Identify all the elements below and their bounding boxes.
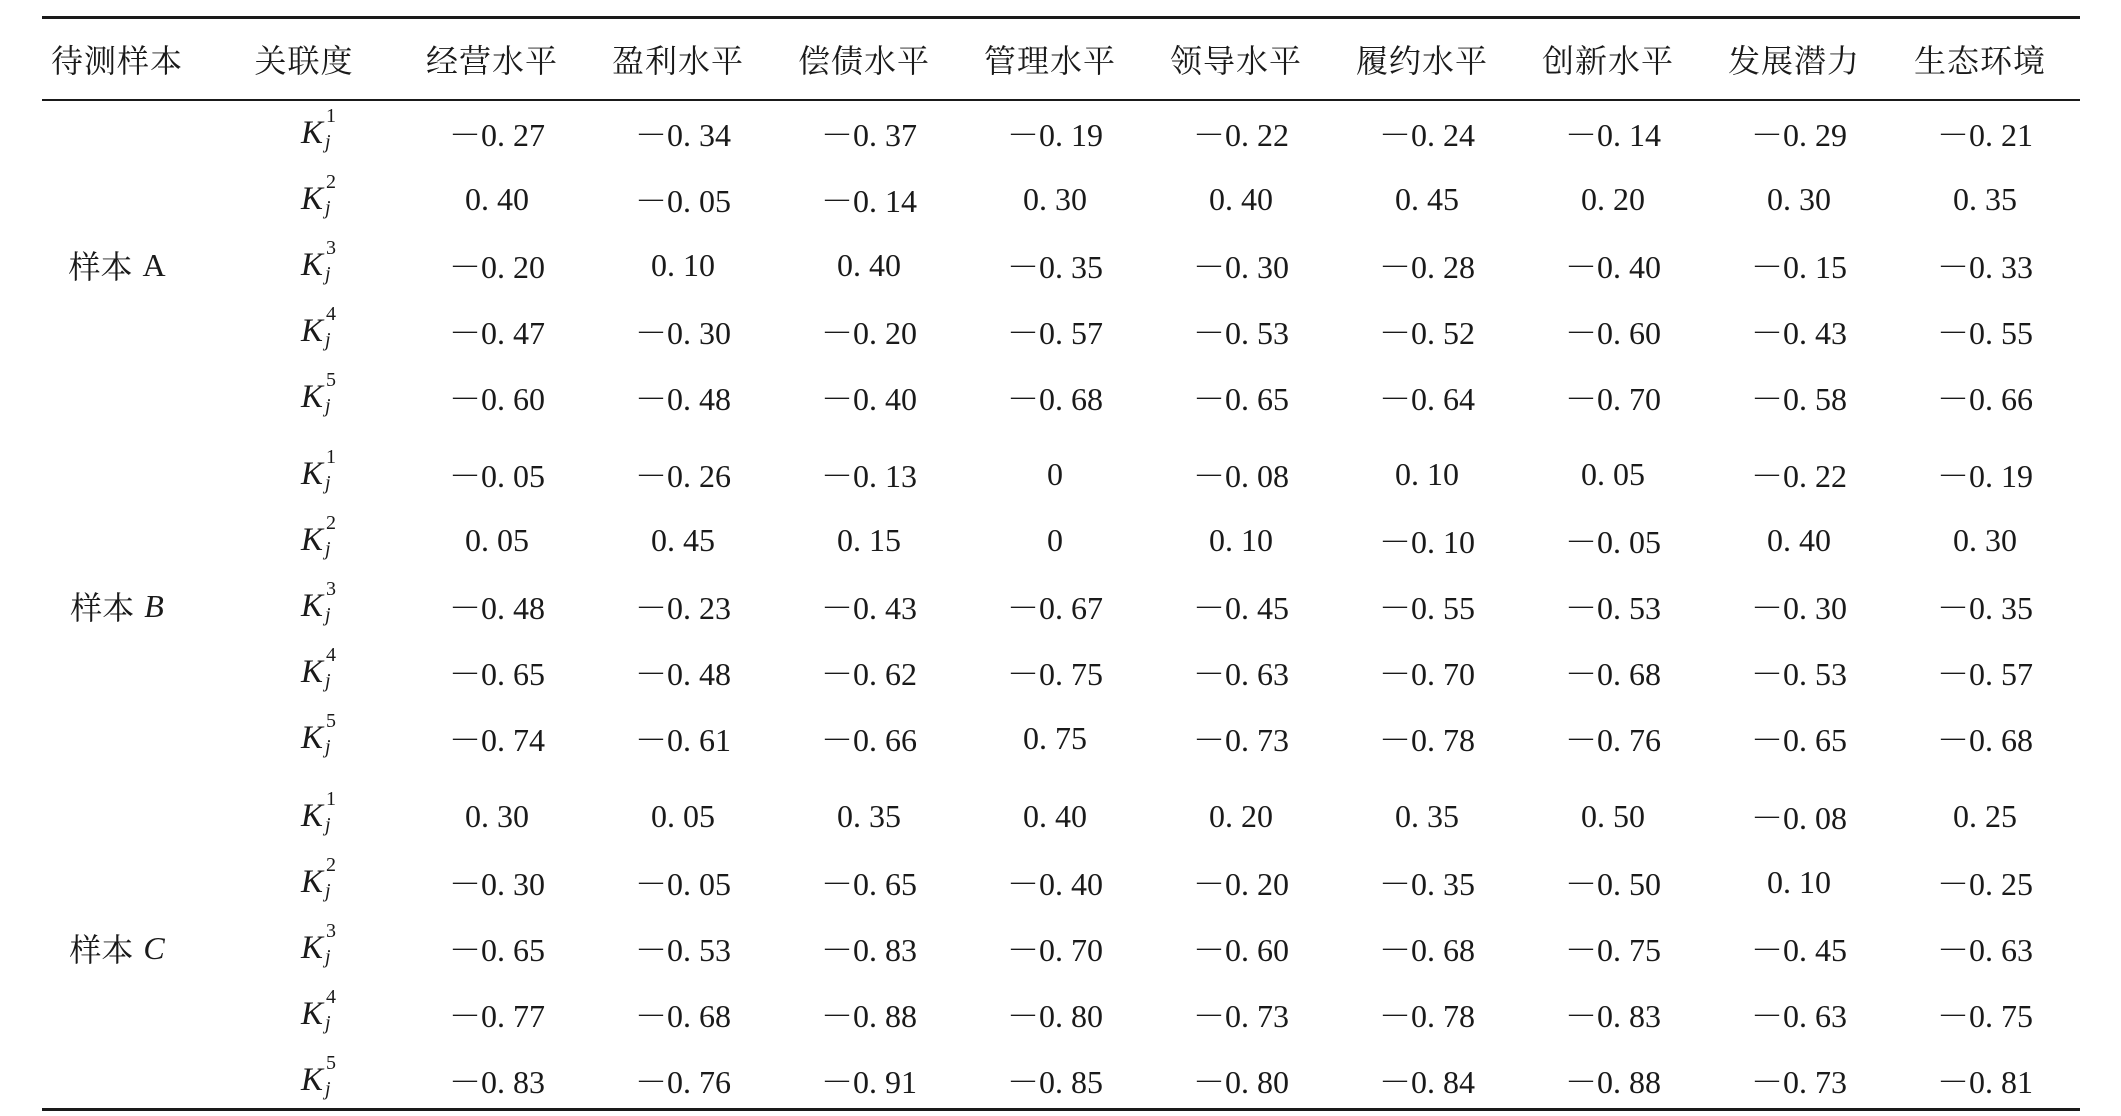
- k-superscript: 1: [325, 104, 336, 127]
- table-cell: －0. 74: [448, 722, 545, 758]
- table-cell: －0. 40: [1006, 866, 1103, 902]
- table-cell: －0. 83: [448, 1064, 545, 1100]
- table-cell: －0. 85: [1006, 1064, 1103, 1100]
- k-superscript: 3: [325, 577, 336, 600]
- k-symbol: K 1 j: [300, 787, 336, 836]
- table-cell: 0: [1047, 455, 1063, 492]
- table-cell: －0. 66: [1936, 381, 2033, 417]
- table-cell: 0. 40: [465, 180, 529, 217]
- k-superscript: 3: [325, 919, 336, 942]
- k-symbol: K 5 j: [300, 1051, 336, 1100]
- correlation-symbol: [252, 852, 372, 912]
- table-cell: －0. 61: [634, 722, 731, 758]
- table-cell: 0. 30: [1953, 521, 2017, 558]
- k-superscript: 1: [325, 787, 336, 810]
- table-cell: －0. 63: [1750, 998, 1847, 1034]
- table-cell: －0. 19: [1936, 458, 2033, 494]
- col-header-correlation: 关联度: [254, 42, 354, 80]
- table-cell: －0. 77: [448, 998, 545, 1034]
- table-cell: －0. 30: [1192, 249, 1289, 285]
- table-cell: －0. 75: [1564, 932, 1661, 968]
- k-subscript: j: [324, 394, 331, 417]
- col-header-profit: 盈利水平: [611, 42, 744, 80]
- table-cell: －0. 40: [1564, 249, 1661, 285]
- table-cell: －0. 65: [448, 932, 545, 968]
- table-cell: －0. 10: [1378, 524, 1475, 560]
- k-subscript: j: [324, 328, 331, 351]
- table-cell: －0. 70: [1006, 932, 1103, 968]
- k-subscript: j: [324, 735, 331, 758]
- table-cell: 0: [1047, 521, 1063, 558]
- k-subscript: j: [324, 196, 331, 219]
- sample-label-c: [42, 918, 192, 978]
- table-cell: －0. 81: [1936, 1064, 2033, 1100]
- k-symbol: K 4 j: [300, 985, 336, 1034]
- sample-label-text: 样本: [70, 589, 135, 627]
- table-cell: －0. 05: [634, 866, 731, 902]
- table-cell: －0. 65: [448, 656, 545, 692]
- k-superscript: 2: [325, 511, 336, 534]
- table-cell: 0. 10: [651, 246, 715, 283]
- table-cell: 0. 05: [1581, 455, 1645, 492]
- table-cell: －0. 28: [1378, 249, 1475, 285]
- table-cell: －0. 76: [634, 1064, 731, 1100]
- table-cell: －0. 19: [1006, 117, 1103, 153]
- table-cell: －0. 30: [448, 866, 545, 902]
- k-subscript: j: [324, 879, 331, 902]
- sample-label-letter: A: [142, 246, 166, 283]
- table-cell: －0. 35: [1936, 590, 2033, 626]
- table-cell: －0. 48: [448, 590, 545, 626]
- k-symbol: K 4 j: [300, 302, 336, 351]
- table-cell: －0. 40: [820, 381, 917, 417]
- table-cell: －0. 65: [1192, 381, 1289, 417]
- table-cell: －0. 53: [634, 932, 731, 968]
- table-cell: －0. 80: [1006, 998, 1103, 1034]
- table-cell: 0. 40: [1767, 521, 1831, 558]
- correlation-symbol: [252, 642, 372, 702]
- table-cell: －0. 58: [1750, 381, 1847, 417]
- k-symbol: K 5 j: [300, 368, 336, 417]
- sample-label-text: 样本: [69, 931, 134, 969]
- table-cell: －0. 22: [1750, 458, 1847, 494]
- table-cell: －0. 60: [1564, 315, 1661, 351]
- k-superscript: 3: [325, 236, 336, 259]
- table-cell: －0. 35: [1006, 249, 1103, 285]
- table-cell: －0. 24: [1378, 117, 1475, 153]
- table-cell: －0. 55: [1378, 590, 1475, 626]
- table-cell: 0. 25: [1953, 797, 2017, 834]
- table-cell: 0. 40: [837, 246, 901, 283]
- sample-label-text: 样本: [68, 248, 133, 286]
- correlation-symbol: [252, 786, 372, 846]
- k-superscript: 4: [325, 643, 336, 666]
- table-cell: －0. 80: [1192, 1064, 1289, 1100]
- table-cell: －0. 25: [1936, 866, 2033, 902]
- k-superscript: 1: [325, 445, 336, 468]
- table-cell: －0. 08: [1192, 458, 1289, 494]
- col-header-management: 管理水平: [983, 42, 1116, 80]
- table-cell: 0. 10: [1395, 455, 1459, 492]
- table-cell: －0. 50: [1564, 866, 1661, 902]
- correlation-symbol: [252, 708, 372, 768]
- table-cell: －0. 68: [1936, 722, 2033, 758]
- k-subscript: j: [324, 669, 331, 692]
- table-cell: －0. 45: [1750, 932, 1847, 968]
- k-superscript: 5: [325, 709, 336, 732]
- table-cell: －0. 21: [1936, 117, 2033, 153]
- table-cell: －0. 57: [1006, 315, 1103, 351]
- table-cell: －0. 45: [1192, 590, 1289, 626]
- table-cell: －0. 66: [820, 722, 917, 758]
- col-header-ecology: 生态环境: [1913, 42, 2046, 80]
- table-cell: －0. 14: [1564, 117, 1661, 153]
- k-subscript: j: [324, 945, 331, 968]
- col-header-performance: 履约水平: [1355, 42, 1488, 80]
- table-cell: 0. 40: [1023, 797, 1087, 834]
- k-subscript: j: [324, 537, 331, 560]
- table-cell: 0. 30: [1023, 180, 1087, 217]
- table-cell: 0. 40: [1209, 180, 1273, 217]
- table-cell: －0. 73: [1750, 1064, 1847, 1100]
- table-cell: －0. 48: [634, 381, 731, 417]
- table-cell: －0. 63: [1192, 656, 1289, 692]
- table-cell: －0. 63: [1936, 932, 2033, 968]
- table-cell: －0. 83: [1564, 998, 1661, 1034]
- correlation-symbol: [252, 301, 372, 361]
- table-cell: －0. 91: [820, 1064, 917, 1100]
- table-cell: －0. 60: [448, 381, 545, 417]
- correlation-symbol: [252, 510, 372, 570]
- table-cell: －0. 43: [1750, 315, 1847, 351]
- table-cell: －0. 75: [1006, 656, 1103, 692]
- table-cell: －0. 48: [634, 656, 731, 692]
- table-cell: －0. 83: [820, 932, 917, 968]
- table-cell: －0. 13: [820, 458, 917, 494]
- table-cell: －0. 52: [1378, 315, 1475, 351]
- col-header-leadership: 领导水平: [1169, 42, 1302, 80]
- col-header-operation: 经营水平: [425, 42, 558, 80]
- table-cell: －0. 05: [448, 458, 545, 494]
- table-cell: －0. 88: [1564, 1064, 1661, 1100]
- col-header-potential: 发展潜力: [1727, 42, 1860, 80]
- correlation-symbol: [252, 169, 372, 229]
- correlation-symbol: [252, 984, 372, 1044]
- correlation-symbol: [252, 103, 372, 163]
- table-cell: 0. 35: [1395, 797, 1459, 834]
- table-cell: －0. 33: [1936, 249, 2033, 285]
- correlation-symbol: [252, 576, 372, 636]
- table-cell: －0. 65: [820, 866, 917, 902]
- k-subscript: j: [324, 471, 331, 494]
- sample-label-a: [42, 235, 192, 295]
- correlation-symbol: [252, 918, 372, 978]
- table-cell: －0. 55: [1936, 315, 2033, 351]
- table-cell: －0. 78: [1378, 722, 1475, 758]
- table-cell: －0. 30: [1750, 590, 1847, 626]
- table-cell: －0. 88: [820, 998, 917, 1034]
- k-subscript: j: [324, 603, 331, 626]
- table-cell: －0. 57: [1936, 656, 2033, 692]
- table-cell: 0. 30: [465, 797, 529, 834]
- table-cell: －0. 78: [1378, 998, 1475, 1034]
- sample-label-letter: C: [143, 929, 165, 966]
- table-cell: 0. 05: [465, 521, 529, 558]
- table-cell: －0. 29: [1750, 117, 1847, 153]
- correlation-symbol: [252, 235, 372, 295]
- table-cell: 0. 45: [1395, 180, 1459, 217]
- table-cell: 0. 35: [1953, 180, 2017, 217]
- table-cell: －0. 73: [1192, 722, 1289, 758]
- table-cell: 0. 45: [651, 521, 715, 558]
- correlation-symbol: [252, 444, 372, 504]
- table-cell: －0. 37: [820, 117, 917, 153]
- table-cell: －0. 65: [1750, 722, 1847, 758]
- table-cell: －0. 05: [1564, 524, 1661, 560]
- correlation-symbol: [252, 1050, 372, 1110]
- table-cell: －0. 08: [1750, 800, 1847, 836]
- k-symbol: K 2 j: [300, 170, 336, 219]
- table-cell: －0. 35: [1378, 866, 1475, 902]
- k-symbol: K 2 j: [300, 511, 336, 560]
- k-symbol: K 1 j: [300, 445, 336, 494]
- table-cell: 0. 15: [837, 521, 901, 558]
- table-cell: －0. 75: [1936, 998, 2033, 1034]
- table-cell: －0. 70: [1564, 381, 1661, 417]
- table-cell: －0. 53: [1750, 656, 1847, 692]
- k-superscript: 5: [325, 1051, 336, 1074]
- k-superscript: 2: [325, 853, 336, 876]
- table-cell: －0. 43: [820, 590, 917, 626]
- table-cell: －0. 53: [1192, 315, 1289, 351]
- table-cell: 0. 35: [837, 797, 901, 834]
- table-cell: －0. 14: [820, 183, 917, 219]
- table-cell: －0. 76: [1564, 722, 1661, 758]
- k-symbol: K 1 j: [300, 104, 336, 153]
- table-cell: －0. 23: [634, 590, 731, 626]
- col-header-sample: 待测样本: [50, 42, 183, 80]
- table-cell: －0. 26: [634, 458, 731, 494]
- table-cell: －0. 68: [1564, 656, 1661, 692]
- table-cell: 0. 20: [1581, 180, 1645, 217]
- k-superscript: 2: [325, 170, 336, 193]
- table-cell: 0. 05: [651, 797, 715, 834]
- table-cell: －0. 62: [820, 656, 917, 692]
- k-symbol: K 3 j: [300, 236, 336, 285]
- table-cell: 0. 20: [1209, 797, 1273, 834]
- table-cell: －0. 34: [634, 117, 731, 153]
- k-subscript: j: [324, 130, 331, 153]
- col-header-innovation: 创新水平: [1541, 42, 1674, 80]
- table-cell: 0. 10: [1767, 863, 1831, 900]
- k-superscript: 4: [325, 985, 336, 1008]
- k-subscript: j: [324, 813, 331, 836]
- table-cell: －0. 70: [1378, 656, 1475, 692]
- table-cell: －0. 84: [1378, 1064, 1475, 1100]
- table-cell: －0. 67: [1006, 590, 1103, 626]
- k-symbol: K 2 j: [300, 853, 336, 902]
- table-cell: 0. 10: [1209, 521, 1273, 558]
- table-cell: －0. 27: [448, 117, 545, 153]
- table-cell: －0. 47: [448, 315, 545, 351]
- table-cell: －0. 15: [1750, 249, 1847, 285]
- k-symbol: K 5 j: [300, 709, 336, 758]
- k-subscript: j: [324, 262, 331, 285]
- table-cell: －0. 60: [1192, 932, 1289, 968]
- table-cell: －0. 05: [634, 183, 731, 219]
- k-superscript: 4: [325, 302, 336, 325]
- table-cell: －0. 64: [1378, 381, 1475, 417]
- k-symbol: K 3 j: [300, 919, 336, 968]
- table-cell: －0. 22: [1192, 117, 1289, 153]
- k-symbol: K 3 j: [300, 577, 336, 626]
- table-cell: 0. 75: [1023, 719, 1087, 756]
- table-header-rule: [42, 99, 2080, 101]
- table-cell: 0. 50: [1581, 797, 1645, 834]
- table-cell: －0. 20: [820, 315, 917, 351]
- correlation-symbol: [252, 367, 372, 427]
- table-cell: －0. 73: [1192, 998, 1289, 1034]
- k-subscript: j: [324, 1011, 331, 1034]
- k-symbol: K 4 j: [300, 643, 336, 692]
- table-cell: －0. 53: [1564, 590, 1661, 626]
- table-cell: －0. 68: [634, 998, 731, 1034]
- table-cell: －0. 20: [1192, 866, 1289, 902]
- k-subscript: j: [324, 1077, 331, 1100]
- k-superscript: 5: [325, 368, 336, 391]
- table-cell: －0. 68: [1378, 932, 1475, 968]
- table-cell: 0. 30: [1767, 180, 1831, 217]
- table-cell: －0. 68: [1006, 381, 1103, 417]
- sample-label-letter: B: [144, 587, 164, 624]
- table-cell: －0. 30: [634, 315, 731, 351]
- col-header-solvency: 偿债水平: [797, 42, 930, 80]
- sample-label-b: [42, 576, 192, 636]
- table-cell: －0. 20: [448, 249, 545, 285]
